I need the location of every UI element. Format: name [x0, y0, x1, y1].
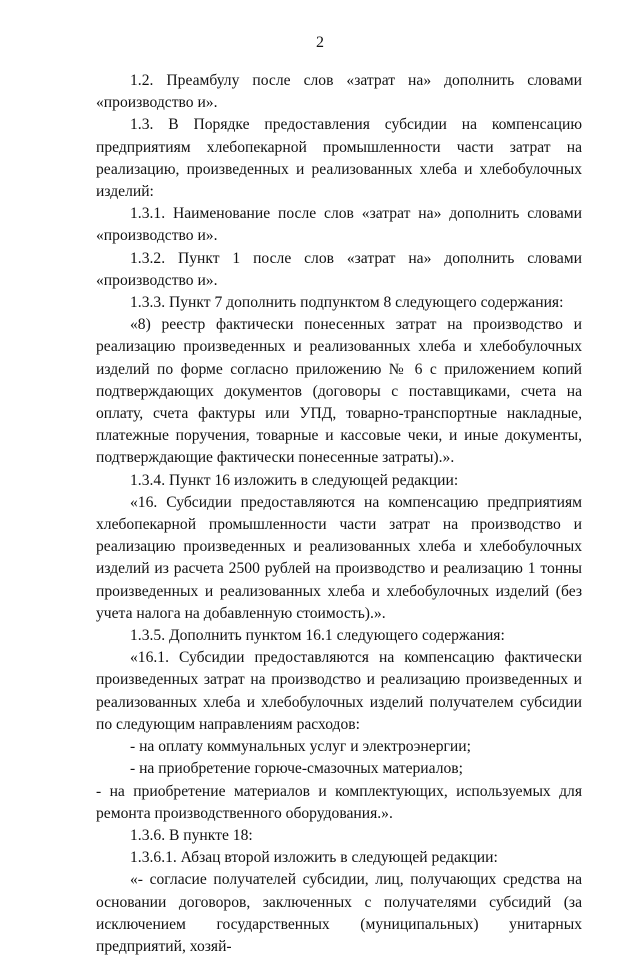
paragraph-point-16: «16. Субсидии предоставляются на компенсацию предприятиям хлебопекарной промышленности части затрат на производство и реализацию произведенных и реализованных хлеба и хлебобулочных изделий из расчета 2500 рублей на производство и реализацию 1 тонны произведенных и реализованных хлеба и хлебобулочных изделий (без учета налога на добавленную стоимость).». — [96, 493, 582, 622]
paragraph-1-3-6: 1.3.6. В пункте 18: — [130, 826, 253, 844]
paragraph-point-16-1: «16.1. Субсидии предоставляются на компенсацию фактически произведенных затрат на производство и реализацию произведенных и реализованных хлеба и хлебобулочных изделий получателем субсидии по следующим направлениям расходов: — [96, 649, 582, 733]
paragraph-1-3-6-1: 1.3.6.1. Абзац второй изложить в следующей редакции: — [130, 849, 498, 867]
list-item-materials: - на приобретение материалов и комплектующих, используемых для ремонта производственного оборудования.». — [96, 782, 582, 822]
paragraph-1-3-4: 1.3.4. Пункт 16 изложить в следующей редакции: — [130, 471, 459, 489]
document-body — [96, 70, 582, 958]
paragraph-1-3-2: 1.3.2. Пункт 1 после слов «затрат на» дополнить словами «производство и». — [96, 249, 582, 289]
list-item-utilities: - на оплату коммунальных услуг и электроэнергии; — [130, 738, 471, 756]
paragraph-1-2: 1.2. Преамбулу после слов «затрат на» дополнить словами «производство и». — [96, 72, 582, 112]
paragraph-1-3-3: 1.3.3. Пункт 7 дополнить подпунктом 8 следующего содержания: — [130, 294, 564, 312]
paragraph-consent: «- согласие получателей субсидии, лиц, получающих средства на основании договоров, заключенных с получателями субсидий (за исключением государственных (муниципальных) унитарных предприятий, хозяй- — [96, 871, 582, 955]
paragraph-subpoint-8: «8) реестр фактически понесенных затрат на производство и реализацию произведенных и реализованных хлеба и хлебобулочных изделий по форме согласно приложению № 6 с приложением копий подтверждающих документов (договоры с поставщиками, счета на оплату, счета фактуры или УПД, товарно-транспортные накладные, платежные поручения, товарные и кассовые чеки, и иные документы, подтверждающие фактически понесенные затраты).». — [96, 316, 582, 467]
list-item-fuel: - на приобретение горюче-смазочных материалов; — [130, 760, 463, 778]
paragraph-1-3-5: 1.3.5. Дополнить пунктом 16.1 следующего содержания: — [130, 627, 505, 645]
page-number: 2 — [316, 34, 324, 51]
paragraph-1-3-1: 1.3.1. Наименование после слов «затрат на» дополнить словами «производство и». — [96, 205, 582, 245]
paragraph-1-3: 1.3. В Порядке предоставления субсидии на компенсацию предприятиям хлебопекарной промышленности части затрат на реализацию, произведенных и реализованных хлеба и хлебобулочных изделий: — [96, 116, 582, 201]
